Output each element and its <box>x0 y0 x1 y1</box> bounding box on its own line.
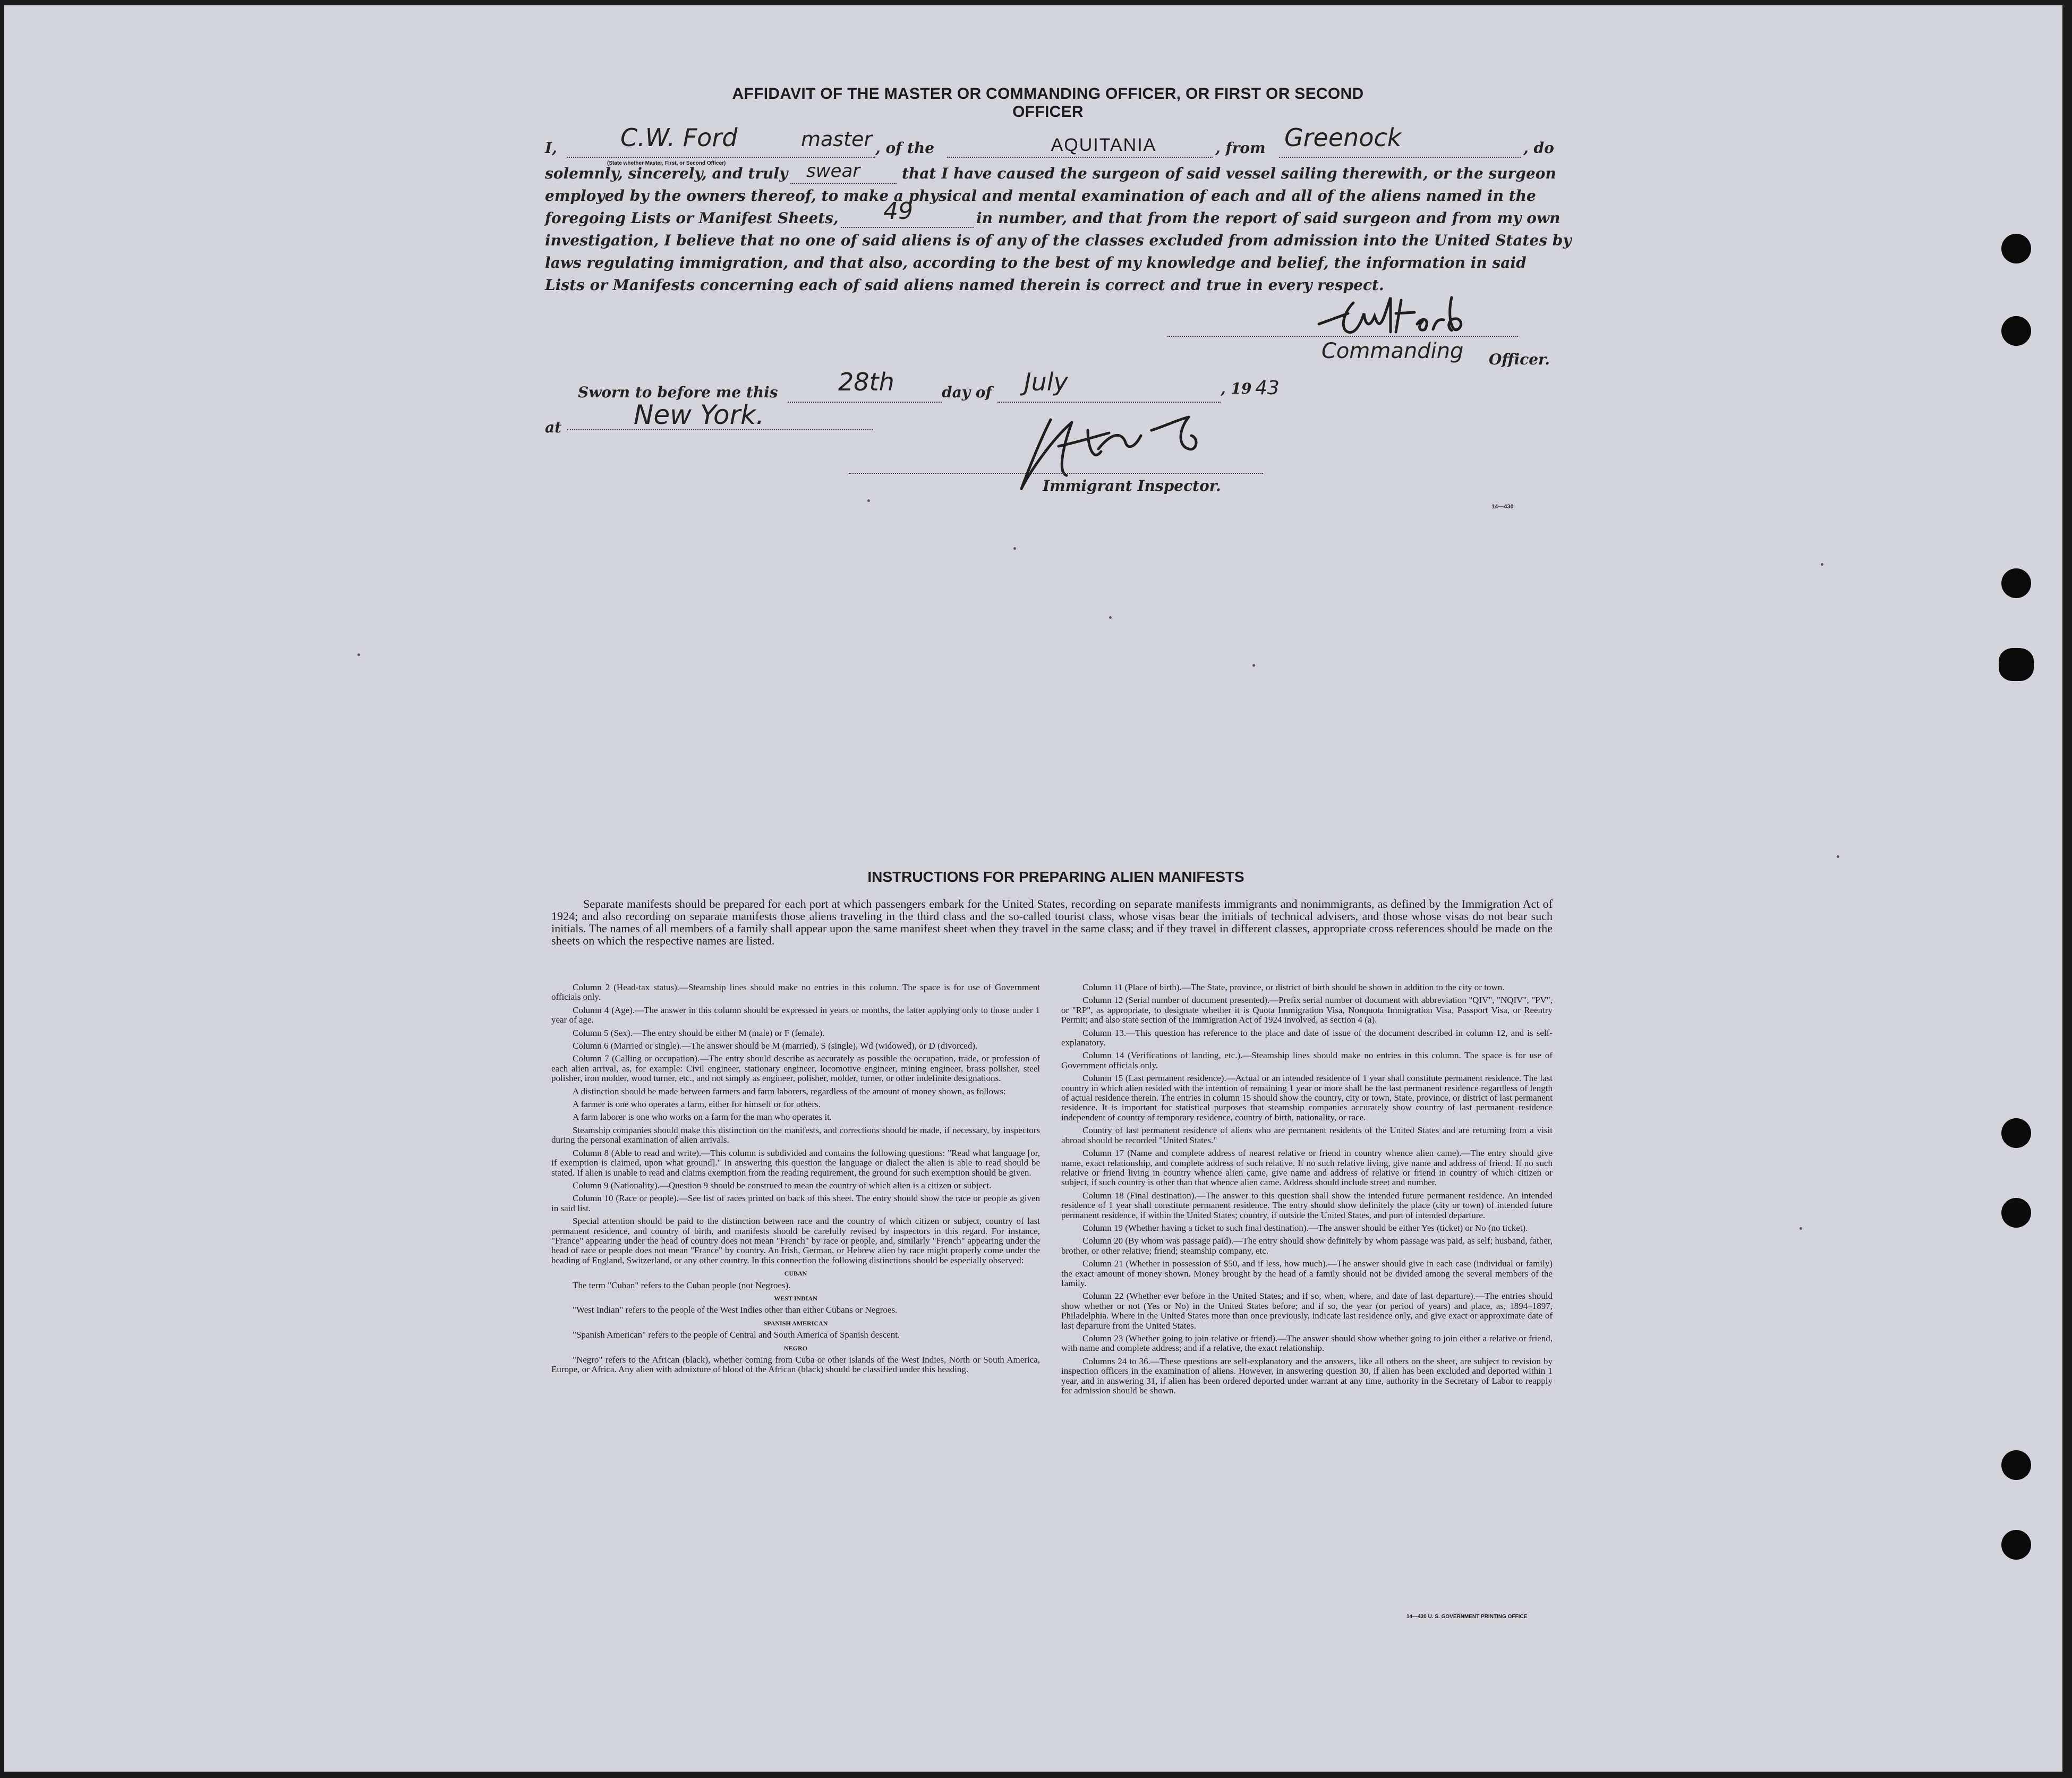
instruction-paragraph: Column 19 (Whether having a ticket to such final destination).—The answer should be either Yes (ticket) or No (no ticket). <box>1082 1222 1528 1233</box>
instruction-paragraph: Column 12 (Serial number of document presented).—Prefix serial number of document with abbreviation "QIV", "NQIV", "PV", or "RP", as appropriate, to designate whether it is Quota Immigration Visa, Nonquota Immigration Visa, Passport Visa, or Reentry Permit; and also state section of the Immigration Act of 1924 involved, as section 4 (a). <box>1061 995 1553 1025</box>
instruction-paragraph: Column 10 (Race or people).—See list of races printed on back of this sheet. The entry should show the race or people as given in said list. <box>551 1193 1040 1213</box>
cuban-heading: CUBAN <box>784 1270 807 1278</box>
sworn-place: New York. <box>634 399 764 430</box>
of-the-label: , of the <box>875 139 935 157</box>
affidavit-line5: investigation, I believe that no one of said aliens is of any of the classes excluded from admission into the United States by <box>545 232 1572 249</box>
officer-label: Officer. <box>1489 351 1550 368</box>
affidavit-line4a: foregoing Lists or Manifest Sheets, <box>545 209 839 227</box>
port-name: Greenock <box>1284 123 1402 152</box>
port-line <box>1279 157 1521 158</box>
instruction-paragraph: Special attention should be paid to the distinction between race and the country of which citizen or subject, country of last permanent residence, and country of birth, and manifests should be carefully revised by inspectors in this regard. For instance, "France" appearing under the head of country does not mean "French" by race or people, and, similarly "French" appearing under the head of race or people does not mean "France" by country. An Irish, German, or Hebrew alien by race might properly come under the heading of England, Switzerland, or any other country. In this connection the following distinctions should be especially observed: <box>551 1216 1040 1265</box>
rank-note: (State whether Master, First, or Second Officer) <box>607 160 726 166</box>
spanish-american-heading: SPANISH AMERICAN <box>763 1319 828 1327</box>
punch-hole <box>2001 234 2031 263</box>
printer-imprint: 14—430 U. S. GOVERNMENT PRINTING OFFICE <box>1406 1614 1528 1620</box>
form-number: 14—430 <box>1491 504 1514 510</box>
instruction-paragraph: Columns 24 to 36.—These questions are self-explanatory and the answers, like all others on the sheet, are subject to revision by inspection officers in the examination of aliens. However, in answering question 30, if alien has been excluded and deported within 1 year, and in answering 31, if alien has been ordered deported under warrant at any time, authority in the Secretary of Labor to reapply for admission should be shown. <box>1061 1356 1553 1396</box>
at-label: at <box>545 419 562 436</box>
punch-hole <box>2001 568 2031 598</box>
instruction-paragraph: Country of last permanent residence of aliens who are permanent residents of the United States and are returning from a visit abroad should be recorded "United States." <box>1061 1125 1553 1145</box>
instructions-title: INSTRUCTIONS FOR PREPARING ALIEN MANIFESTS <box>867 869 1244 885</box>
instructions-intro: Separate manifests should be prepared for each port at which passengers embark for the United States, recording on separate manifests immigrants and nonimmigrants, as defined by the Immigration Act of 1924; and also recording on separate manifests those aliens traveling in the third class and the so-called tourist class, whose visas bear the initials of technical advisers, and those whose visas do not bear such initials. The names of all members of a family shall appear upon the same manifest sheet when they travel in the same class; and if they travel in different classes, appropriate cross references should be made on the sheets on which the respective names are listed. <box>551 897 1553 947</box>
punch-hole <box>2001 316 2031 346</box>
instruction-paragraph: Column 13.—This question has reference to the place and date of issue of the document described in column 12, and is self-explanatory. <box>1061 1027 1553 1048</box>
mark <box>1013 547 1016 550</box>
oath-word: swear <box>806 160 860 182</box>
month-line <box>997 402 1221 403</box>
instruction-paragraph: A farmer is one who operates a farm, either for himself or for others. <box>573 1099 821 1110</box>
affidavit-line2a: solemnly, sincerely, and truly <box>545 165 788 182</box>
affidavit-i: I, <box>545 139 557 157</box>
spanish-american-text: "Spanish American" refers to the people of Central and South America of Spanish descent. <box>573 1330 900 1340</box>
do-label: , do <box>1523 139 1554 157</box>
inspector-label: Immigrant Inspector. <box>1043 477 1221 495</box>
punch-hole <box>2001 1198 2031 1228</box>
instruction-paragraph: Column 18 (Final destination).—The answer to this question shall show the intended future permanent residence. An intended residence of 1 year shall constitute permanent residence. The entry should show definitely the place (city or town) of intended future permanent residence, if within the United States; country, if outside the United States, and port of intended departure. <box>1061 1190 1553 1220</box>
instruction-paragraph: Column 17 (Name and complete address of nearest relative or friend in country whence alien came).—The entry should give name, exact relationship, and complete address of such relative. If no such relative living, give name and address of friend. If no such relative or friend living in country whence alien came, give name and address of relative or friend in country of which citizen or subject, if such country is other than that whence alien came. Address should include street and number. <box>1061 1148 1553 1188</box>
sheet-count: 49 <box>883 198 913 225</box>
mark <box>1252 664 1255 667</box>
instruction-paragraph: Column 11 (Place of birth).—The State, province, or district of birth should be shown in addition to the city or town. <box>1082 982 1505 992</box>
inspector-line <box>849 473 1263 474</box>
instruction-paragraph: Column 15 (Last permanent residence).—Actual or an intended residence of 1 year shall constitute permanent residence. The last country in which alien resided with the intention of remaining 1 year or more shall be the last permanent residence regardless of length of actual residence therein. The entries in column 15 should show the country, city or town, State, province, or district of last permanent residence. It is important for statistical purposes that steamship companies accurately show country of last permanent residence independent of country of temporary residence, country of birth, nationality, or race. <box>1061 1073 1553 1122</box>
day-line <box>788 402 942 403</box>
west-indian-text: "West Indian" refers to the people of the West Indies other than either Cubans or Negroes. <box>573 1305 898 1315</box>
punch-hole <box>2001 1450 2031 1480</box>
affidavit-line4b: in number, and that from the report of said surgeon and from my own <box>976 209 1561 227</box>
place-line <box>567 429 873 430</box>
negro-text: "Negro" refers to the African (black), whether coming from Cuba or other islands of the West Indies, North or South America, Europe, or Africa. Any alien with admixture of blood of the African (black) should be classified under this heading. <box>551 1355 1040 1375</box>
punch-hole <box>2001 1118 2031 1148</box>
instruction-paragraph: Column 21 (Whether in possession of $50, and if less, how much).—The answer should give in each case (individual or family) the exact amount of money shown. Money brought by the head of a family should not be divided among the several members of the family. <box>1061 1258 1553 1288</box>
mark <box>1837 855 1839 858</box>
sworn-day: 28th <box>838 368 894 396</box>
year-prefix: , 19 <box>1221 380 1252 397</box>
mark <box>1821 563 1823 566</box>
mark <box>1109 616 1112 619</box>
instructions-left-column <box>551 983 1040 1378</box>
instruction-paragraph: Column 22 (Whether ever before in the United States; and if so, when, where, and date of last departure).—The entries should show whether or not (Yes or No) in the United States before; and if so, the year (or period of years) and place, as, 1894–1897, Philadelphia. Where in the United States more than once previously, indicate last residence only, and give exact or approximate date of last departure from the United States. <box>1061 1291 1553 1331</box>
instruction-paragraph: Steamship companies should make this distinction on the manifests, and corrections should be made, if necessary, by inspectors during the personal examination of alien arrivals. <box>551 1125 1040 1145</box>
officer-name: C.W. Ford <box>620 123 738 152</box>
affidavit-line6: laws regulating immigration, and that also, according to the best of my knowledge and belief, the information in said <box>545 254 1527 271</box>
instruction-paragraph: Column 6 (Married or single).—The answer should be M (married), S (single), Wd (widowed), or D (divorced). <box>573 1041 978 1051</box>
west-indian-heading: WEST INDIAN <box>774 1294 817 1302</box>
instruction-paragraph: Column 23 (Whether going to join relative or friend).—The answer should show whether going to join either a relative or friend, with name and complete address; and if a relative, the exact relationship. <box>1061 1333 1553 1354</box>
sworn-label: Sworn to before me this <box>578 384 778 401</box>
from-label: , from <box>1215 139 1266 157</box>
vessel-line <box>947 157 1213 158</box>
affidavit-line3: employed by the owners thereof, to make a physical and mental examination of each and all of the aliens named in the <box>545 187 1536 205</box>
sworn-month: July <box>1024 368 1068 396</box>
instruction-paragraph: Column 4 (Age).—The answer in this column should be expressed in years or months, the latter applying only to those under 1 year of age. <box>551 1005 1040 1025</box>
signature-line <box>1167 336 1518 337</box>
cuban-text: The term "Cuban" refers to the Cuban people (not Negroes). <box>573 1280 791 1290</box>
affidavit-line7: Lists or Manifests concerning each of said aliens named therein is correct and true in every respect. <box>545 276 1384 294</box>
instruction-paragraph: A farm laborer is one who works on a farm for the man who operates it. <box>573 1112 832 1122</box>
negro-heading: NEGRO <box>783 1344 807 1352</box>
document-sheet <box>4 5 2062 1772</box>
day-of-label: day of <box>942 384 992 401</box>
punch-hole <box>2001 1530 2031 1560</box>
officer-rank: master <box>801 127 873 151</box>
affidavit-title: AFFIDAVIT OF THE MASTER OR COMMANDING OFFICER, OR FIRST OR SECOND OFFICER <box>732 85 1364 121</box>
punch-hole-torn <box>1999 648 2034 681</box>
instruction-paragraph: A distinction should be made between farmers and farm laborers, regardless of the amount of money shown, as follows: <box>573 1086 1006 1096</box>
instruction-paragraph: Column 8 (Able to read and write).—This column is subdivided and contains the following questions: "Read what language [or, if exemption is claimed, upon what ground]." In answering this question the language or dialect the alien is able to read should be stated. If alien is unable to read and claims exemption from the reading requirement, the ground for such exemption should be given. <box>551 1147 1040 1178</box>
affidavit-line2b: that I have caused the surgeon of said vessel sailing therewith, or the surgeon <box>902 165 1556 182</box>
instructions-right-column <box>1061 983 1553 1399</box>
master-signature <box>1316 292 1476 340</box>
instruction-paragraph: Column 9 (Nationality).—Question 9 should be construed to mean the country of which alien is a citizen or subject. <box>573 1180 992 1190</box>
name-line <box>567 157 875 158</box>
commanding-text: Commanding <box>1321 339 1464 363</box>
instruction-paragraph: Column 7 (Calling or occupation).—The entry should describe as accurately as possible the occupation, trade, or profession of each alien arrival, as, for example: Civil engineer, stationary engineer, locomotive engineer, mining engineer, brass polisher, steel polisher, iron molder, wood turner, etc., and not simply as engineer, polisher, molder, turner, or other indefinite designations. <box>551 1053 1040 1084</box>
mark <box>867 499 870 502</box>
mark <box>1800 1227 1802 1230</box>
vessel-name: AQUITANIA <box>1051 135 1157 155</box>
mark <box>357 653 360 656</box>
instruction-paragraph: Column 5 (Sex).—The entry should be either M (male) or F (female). <box>573 1027 825 1038</box>
oath-line <box>790 183 897 184</box>
sworn-year: 43 <box>1255 377 1280 399</box>
instruction-paragraph: Column 2 (Head-tax status).—Steamship lines should make no entries in this column. The space is for use of Government officials only. <box>551 982 1040 1002</box>
instruction-paragraph: Column 14 (Verifications of landing, etc.).—Steamship lines should make no entries in this column. The space is for use of Government officials only. <box>1061 1050 1553 1070</box>
instruction-paragraph: Column 20 (By whom was passage paid).—The entry should show definitely by whom passage was paid, as self; husband, father, brother, or other relative; friend; steamship company, etc. <box>1061 1236 1553 1256</box>
sheet-count-line <box>841 227 974 228</box>
